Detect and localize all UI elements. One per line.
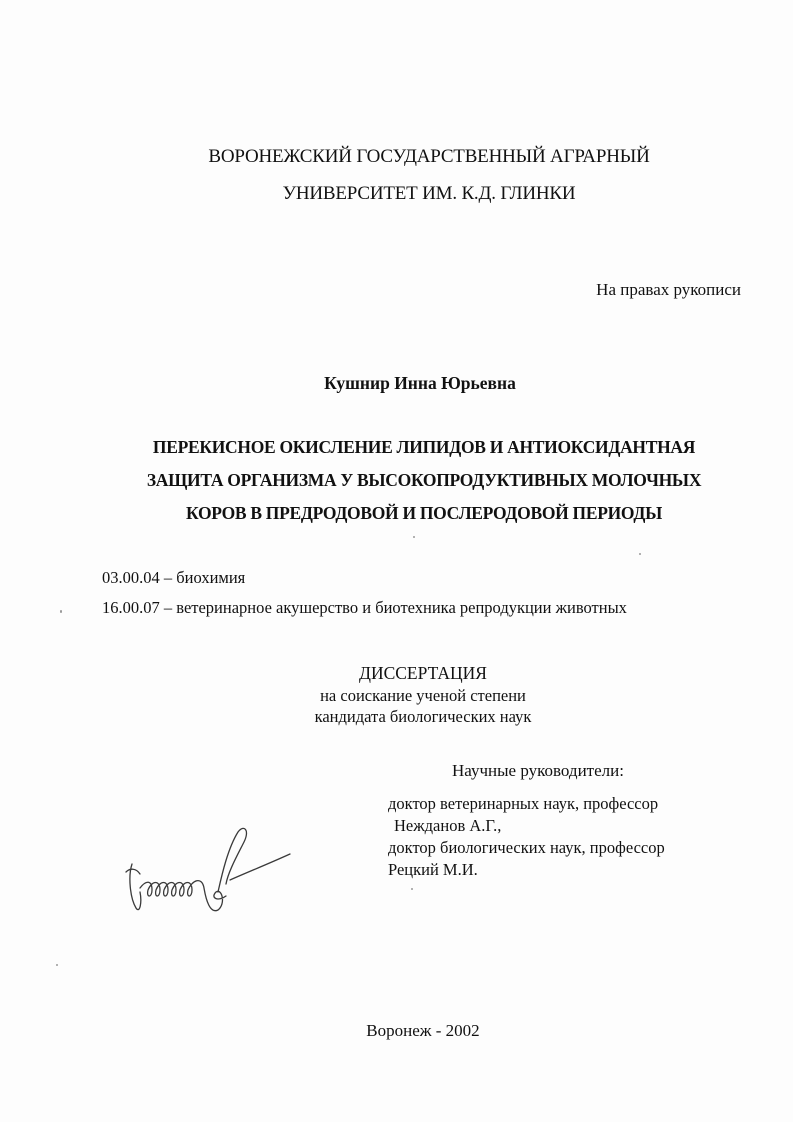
supervisor-1-name: Нежданов А.Г.,: [394, 816, 502, 835]
scan-speck: [413, 536, 415, 538]
specialty-code-biochemistry: 03.00.04 – биохимия: [102, 568, 246, 587]
specialty-code-veterinary: 16.00.07 – ветеринарное акушерство и биотехника репродукции животных: [102, 598, 627, 617]
scan-speck: [60, 610, 62, 613]
university-name-line2: УНИВЕРСИТЕТ ИМ. К.Д. ГЛИНКИ: [282, 183, 576, 204]
scan-speck: [411, 888, 413, 890]
university-name-line1: ВОРОНЕЖСКИЙ ГОСУДАРСТВЕННЫЙ АГРАРНЫЙ: [208, 146, 650, 167]
author-name: Кушнир Инна Юрьевна: [324, 373, 516, 393]
author-signature: [118, 818, 298, 928]
thesis-title-line1: ПЕРЕКИСНОЕ ОКИСЛЕНИЕ ЛИПИДОВ И АНТИОКСИДАНТНАЯ: [152, 437, 696, 457]
supervisors-heading: Научные руководители:: [452, 761, 624, 780]
dissertation-heading: ДИССЕРТАЦИЯ: [359, 663, 487, 683]
supervisor-2-name: Рецкий М.И.: [388, 860, 478, 879]
dissertation-field-line: кандидата биологических наук: [314, 707, 532, 726]
city-and-year: Воронеж - 2002: [366, 1021, 480, 1040]
scan-speck: [56, 964, 58, 966]
thesis-title-line2: ЗАЩИТА ОРГАНИЗМА У ВЫСОКОПРОДУКТИВНЫХ МОЛОЧНЫХ: [146, 470, 702, 490]
rights-note: На правах рукописи: [596, 280, 741, 299]
thesis-title-line3: КОРОВ В ПРЕДРОДОВОЙ И ПОСЛЕРОДОВОЙ ПЕРИОДЫ: [186, 503, 662, 523]
scan-speck: [639, 553, 641, 555]
supervisor-2-degree: доктор биологических наук, профессор: [388, 838, 665, 857]
supervisor-1-degree: доктор ветеринарных наук, профессор: [388, 794, 659, 813]
dissertation-degree-line: на соискание ученой степени: [320, 686, 526, 705]
